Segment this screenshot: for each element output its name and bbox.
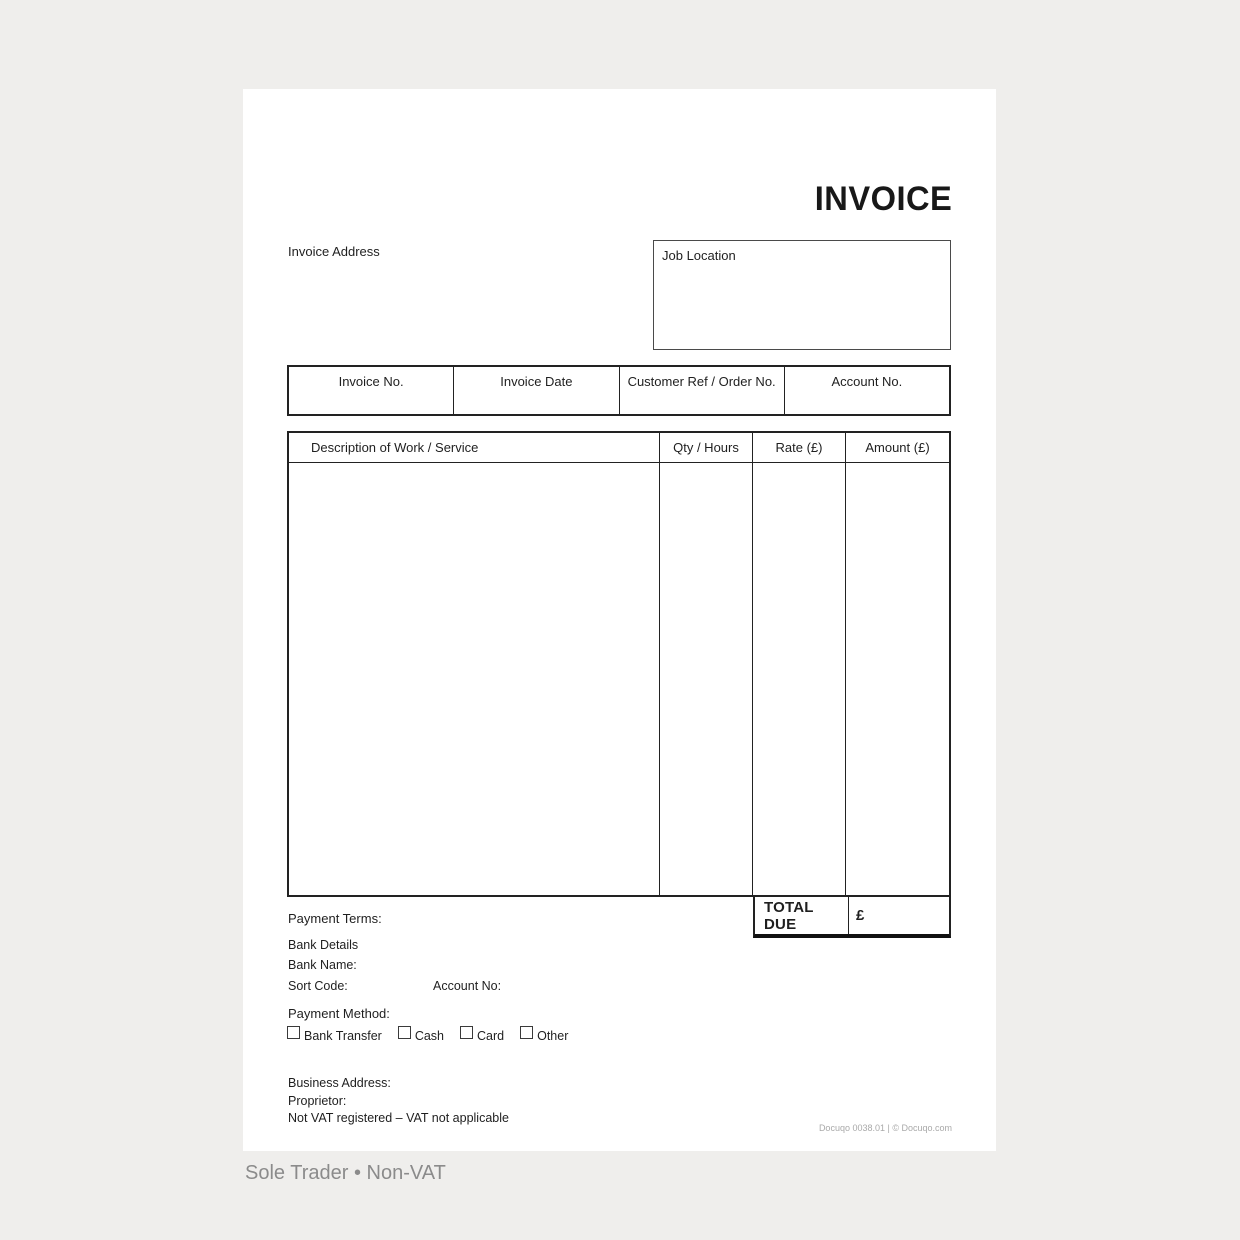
document-credit: Docuqo 0038.01 | © Docuqo.com bbox=[818, 1123, 952, 1133]
info-header-invoice-no: Invoice No. bbox=[338, 374, 404, 389]
payment-method-options bbox=[287, 1026, 568, 1043]
vat-note: Not VAT registered – VAT not applicable bbox=[288, 1111, 509, 1125]
other-label: Other bbox=[537, 1029, 569, 1043]
option-other bbox=[520, 1026, 568, 1043]
header-qty-hours: Qty / Hours bbox=[659, 433, 752, 462]
bank-transfer-label: Bank Transfer bbox=[304, 1029, 382, 1043]
line-items-header-row bbox=[289, 433, 949, 463]
other-checkbox bbox=[520, 1026, 533, 1039]
column-qty-hours bbox=[659, 463, 752, 895]
page-caption: Sole Trader • Non-VAT bbox=[245, 1162, 446, 1184]
sort-code-label: Sort Code: bbox=[288, 979, 348, 993]
account-no-label: Account No: bbox=[433, 979, 502, 993]
invoice-info-table bbox=[287, 365, 951, 416]
option-bank-transfer bbox=[287, 1026, 382, 1043]
total-due-currency: £ bbox=[856, 907, 865, 924]
info-header-customer-ref: Customer Ref / Order No. bbox=[619, 367, 784, 414]
total-due-amount-cell bbox=[848, 897, 949, 934]
info-header-invoice-date: Invoice Date bbox=[453, 367, 618, 414]
card-label: Card bbox=[477, 1029, 505, 1043]
total-due-row bbox=[753, 897, 951, 938]
cash-label: Cash bbox=[414, 1029, 445, 1043]
business-address-label: Business Address: bbox=[288, 1076, 391, 1090]
column-rate bbox=[752, 463, 845, 895]
column-amount bbox=[845, 463, 949, 895]
job-location-label: Job Location bbox=[662, 248, 736, 263]
line-items-table bbox=[287, 431, 951, 897]
proprietor-label: Proprietor: bbox=[288, 1094, 347, 1108]
bank-details-heading: Bank Details bbox=[288, 938, 359, 952]
total-due-label: TOTAL DUE bbox=[764, 898, 814, 933]
info-header-account-no: Account No. bbox=[784, 367, 949, 414]
invoice-title: INVOICE bbox=[814, 180, 952, 218]
header-amount: Amount (£) bbox=[845, 433, 949, 462]
option-card bbox=[460, 1026, 504, 1043]
invoice-page bbox=[243, 89, 996, 1151]
bank-name-label: Bank Name: bbox=[288, 958, 357, 972]
bank-transfer-checkbox bbox=[287, 1026, 300, 1039]
column-description bbox=[289, 463, 659, 895]
cash-checkbox bbox=[398, 1026, 411, 1039]
payment-method-label: Payment Method: bbox=[288, 1006, 390, 1021]
payment-terms-label: Payment Terms: bbox=[288, 911, 382, 926]
invoice-address-label: Invoice Address bbox=[288, 244, 380, 259]
option-cash bbox=[398, 1026, 444, 1043]
header-description: Description of Work / Service bbox=[311, 440, 479, 455]
job-location-box bbox=[653, 240, 951, 350]
card-checkbox bbox=[460, 1026, 473, 1039]
header-rate: Rate (£) bbox=[752, 433, 845, 462]
line-items-body bbox=[289, 463, 949, 895]
